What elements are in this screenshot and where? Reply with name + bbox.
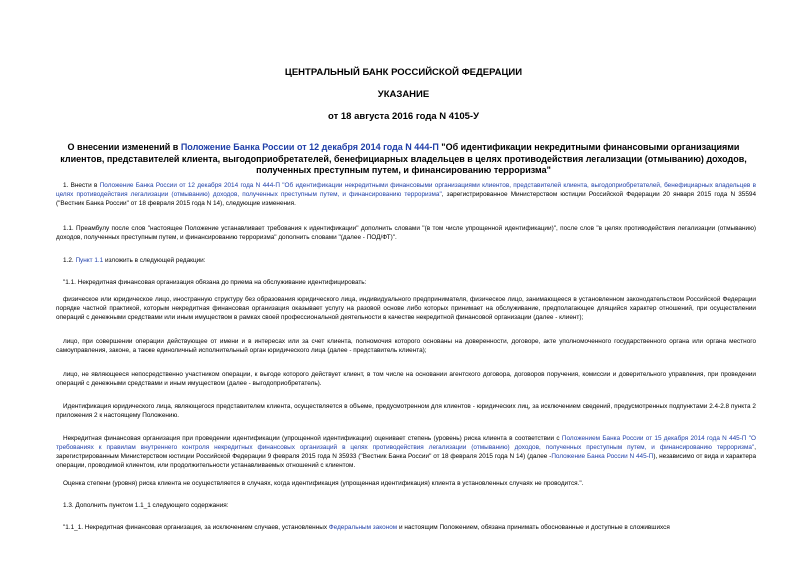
paragraph-1-2 — [56, 257, 756, 266]
risk-assessment-text-a: Некредитная финансовая организация при проведении идентификации (упрощенной идентификации) оценивает степень (уровень) риска клиента в соответствии с — [63, 435, 562, 442]
clause-risk-exception: Оценка степени (уровня) риска клиента не осуществляется в случаях, когда идентификация (упрощенная идентификация) клиента в установленных случаях не проводится.". — [63, 480, 584, 487]
clause-1-1-1-text-a: "1.1_1. Некредитная финансовая организация, за исключением случаев, установленных — [63, 524, 329, 531]
document-date-number: от 18 августа 2016 года N 4105-У — [328, 111, 479, 122]
title-prefix: О внесении изменений в — [67, 142, 181, 152]
clause-1-1-1 — [56, 524, 756, 533]
paragraph-1-2-text-a: 1.2. — [63, 257, 76, 264]
regulation-445p-short-link[interactable]: Положение Банка России N 445-П — [551, 452, 654, 460]
title-regulation-link[interactable]: Положение Банка России от 12 декабря 2014 года N 444-П — [180, 142, 439, 152]
paragraph-1-3: 1.3. Дополнить пунктом 1.1_1 следующего содержания: — [63, 502, 229, 509]
paragraph-1 — [56, 182, 756, 209]
clause-legal-entity-identification: Идентификация юридического лица, являющегося представителем клиента, осуществляется в объеме, предусмотренном для клиентов - юридических лиц, за исключением сведений, предусмотренных подпунктами 2.4-2.8 пункта 2 приложения 2 к настоящему Положению. — [56, 403, 756, 419]
document-title — [50, 142, 757, 177]
risk-assessment-text-b: , зарегистрированным Министерством юстиции Российской Федерации 9 февраля 2015 года N 35933 ("Вестник Банка России" от 18 февраля 2015 года N 14) (далее - — [56, 443, 756, 460]
paragraph-1-1: 1.1. Преамбулу после слов "настоящее Положение устанавливает требования к идентификации" дополнить словами "(в том числе упрощенной идентификации)", после слов "в целях противодействия легализации (отмыванию) доходов, полученных преступным путем, и финансированию терроризма" дополнить словами "(далее - ПОД/ФТ)". — [56, 225, 756, 241]
clause-client-definition: физическое или юридическое лицо, иностранную структуру без образования юридического лица, индивидуального предпринимателя, физическое лицо, занимающееся в установленном законодательством Российской Федерации порядке частной практикой, которым некредитная финансовая организация оказывает услугу на разовой основе либо которых принимает на обслуживание, предполагающее длящийся характер отношений, при осуществлении операций с денежными средствами или иным имуществом в рамках своей профессиональной деятельности в качестве некредитной финансовой организации (далее - клиент); — [56, 296, 756, 321]
regulation-445p-link[interactable]: Положением Банка России от 15 декабря 2014 года N 445-П "О требованиях к правилам внутреннего контроля некредитных финансовых организаций в целях противодействия легализации (отмыванию) доходов, полученных преступным путем, и финансированию терроризма" — [56, 435, 756, 451]
clause-risk-assessment — [56, 435, 756, 471]
risk-assessment-text-c: ), независимо от вида и характера операции, проводимой клиентом, или продолжительности устанавливаемых отношений с клиентом. — [56, 452, 757, 469]
clause-1-1-intro: "1.1. Некредитная финансовая организация обязана до приема на обслуживание идентифицировать: — [63, 279, 367, 286]
regulation-444p-link[interactable]: Положение Банка России от 12 декабря 2014 года N 444-П "Об идентификации некредитными финансовыми организациями клиентов, представителей клиента, выгодоприобретателей, бенефициарных владельцев в целях противодействия легализации (отмыванию) доходов, полученных преступным путем, и финансированию терроризма" — [56, 182, 757, 198]
clause-beneficiary-definition: лицо, не являющееся непосредственно участником операции, к выгоде которого действует клиент, в том числе на основании агентского договора, договоров поручения, комиссии и доверительного управления, при проведении операций с денежными средствами и иным имуществом (далее - выгодоприобретатель). — [56, 371, 756, 387]
paragraph-1-2-text-b: изложить в следующей редакции: — [103, 257, 206, 264]
federal-law-link[interactable]: Федеральным законом — [328, 524, 398, 531]
clause-representative-definition: лицо, при совершении операции действующее от имени и в интересах или за счет клиента, полномочия которого основаны на доверенности, договоре, акте уполномоченного государственного органа или органа местного самоуправления, законе, а также единоличный исполнительный орган юридического лица (далее - представитель клиента); — [56, 338, 756, 354]
title-suffix: "Об идентификации некредитными финансовыми организациями клиентов, представителей клиента, выгодоприобретателей, бенефициарных владельцев в целях противодействия легализации (отмыванию) доходов, полученных преступным путем, и финансированию терроризма" — [60, 142, 747, 175]
bank-name: ЦЕНТРАЛЬНЫЙ БАНК РОССИЙСКОЙ ФЕДЕРАЦИИ — [284, 67, 523, 78]
clause-1-1-1-text-b: и настоящим Положением, обязана принимать обоснованные и доступные в сложившихся — [397, 524, 670, 531]
clause-1-1-link[interactable]: Пункт 1.1 — [75, 257, 104, 264]
document-type: УКАЗАНИЕ — [377, 89, 430, 100]
paragraph-1-text-b: , зарегистрированное Министерством юстиции Российской Федерации 20 января 2015 года N 35594 ("Вестник Банка России" от 18 февраля 2015 года N 14), следующие изменения. — [56, 190, 756, 207]
paragraph-1-text-a: 1. Внести в — [63, 182, 100, 189]
